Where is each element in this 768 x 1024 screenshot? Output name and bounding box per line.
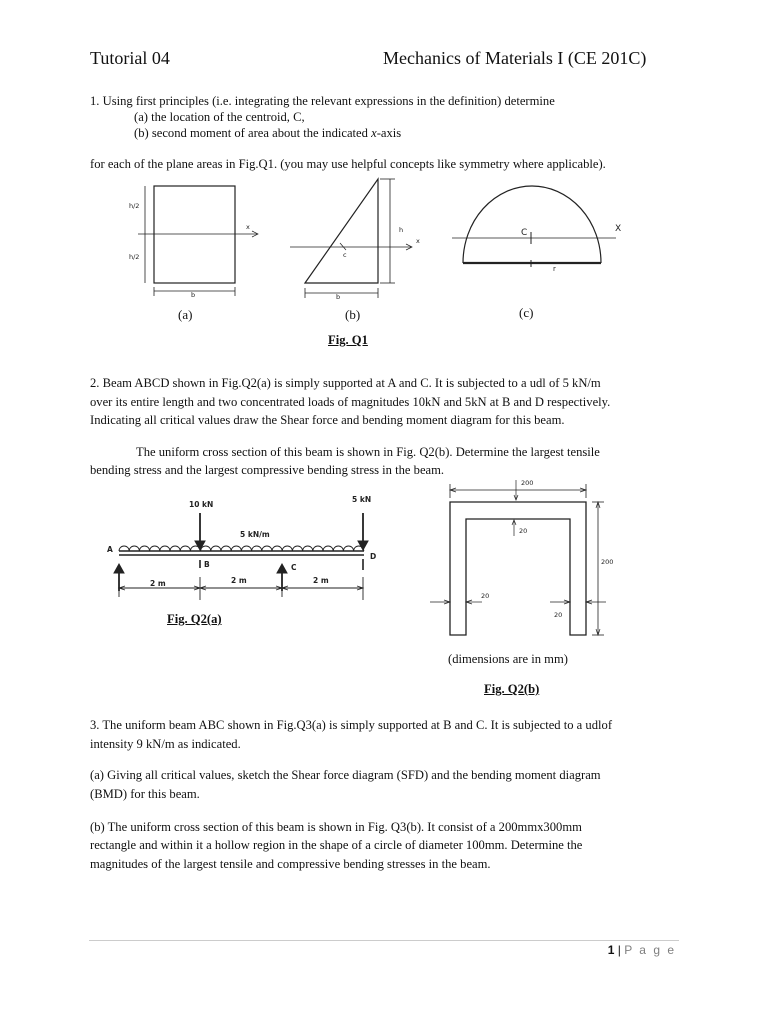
section-flange-label: 20 [519, 527, 528, 535]
label-c-c: C [521, 228, 528, 238]
load-d-label: 5 kN [352, 495, 372, 504]
page-word: P a g e [624, 943, 676, 957]
fig-q1-a-label: (a) [178, 307, 193, 322]
section-width-label: 200 [521, 479, 534, 487]
fig-q2a-caption: Fig. Q2(a) [167, 612, 222, 626]
label-x-a: x [246, 223, 250, 231]
span-ab-label: 2 m [150, 579, 166, 588]
q1-line3: (b) second moment of area about the indicated x-axis [134, 126, 402, 140]
label-x-b: x [416, 237, 420, 245]
load-b-label: 10 kN [189, 500, 214, 509]
fig-q1-b-label: (b) [345, 307, 361, 322]
q3-b-line2: rectangle and within it a hollow region in the shape of a circle of diameter 100mm. Determine the [90, 838, 583, 852]
q3-a-line2: (BMD) for this beam. [90, 787, 200, 801]
label-r: r [553, 265, 556, 273]
q3-b-line1: (b) The uniform cross section of this beam is shown in Fig. Q3(b). It consist of a 200mmx300mm [90, 820, 582, 834]
q3-line2: intensity 9 kN/m as indicated. [90, 737, 241, 751]
udl-label: 5 kN/m [240, 530, 270, 539]
q2-p2-line1: The uniform cross section of this beam is shown in Fig. Q2(b). Determine the largest tensile [136, 445, 600, 459]
label-b-b: b [336, 293, 341, 301]
label-h2-top: h/2 [129, 202, 140, 210]
dims-note: (dimensions are in mm) [448, 652, 568, 666]
q2-p1-line1: 2. Beam ABCD shown in Fig.Q2(a) is simply supported at A and C. It is subjected to a udl of 5 kN/m [90, 376, 601, 390]
label-c-b: c [343, 251, 347, 259]
q1-line2: (a) the location of the centroid, C, [134, 110, 305, 124]
node-c-label: C [291, 563, 297, 572]
q2-p1-line3: Indicating all critical values draw the Shear force and bending moment diagram for this beam. [90, 413, 565, 427]
q3-line1: 3. The uniform beam ABC shown in Fig.Q3(a) is simply supported at B and C. It is subjected to a udlof [90, 718, 613, 732]
header-left: Tutorial 04 [90, 48, 170, 68]
q3-b-line3: magnitudes of the largest tensile and compressive bending stresses in the beam. [90, 857, 491, 871]
page-footer [608, 943, 676, 957]
header-right: Mechanics of Materials I (CE 201C) [383, 48, 647, 68]
page-separator: | [614, 943, 625, 957]
node-d-label: D [370, 552, 377, 561]
label-b-a: b [191, 291, 196, 299]
fig-q2b-caption: Fig. Q2(b) [484, 682, 540, 696]
fig-q1-c-label: (c) [519, 305, 534, 320]
footer-divider [89, 940, 679, 941]
label-h: h [399, 226, 404, 234]
q1-line1: 1. Using first principles (i.e. integrating the relevant expressions in the definition) determine [90, 94, 555, 108]
node-a-label: A [107, 545, 113, 554]
section-height-label: 200 [601, 558, 614, 566]
q3-a-line1: (a) Giving all critical values, sketch the Shear force diagram (SFD) and the bending moment diagram [90, 768, 601, 782]
fig-q1-caption: Fig. Q1 [328, 333, 368, 347]
q2-p2-line2: bending stress and the largest compressive bending stress in the beam. [90, 463, 445, 477]
q2-p1-line2: over its entire length and two concentrated loads of magnitudes 10kN and 5kN at B and D respectively. [90, 395, 611, 409]
span-cd-label: 2 m [313, 576, 329, 585]
q1-line4: for each of the plane areas in Fig.Q1. (you may use helpful concepts like symmetry where applicable). [90, 157, 606, 171]
label-x-c: X [615, 224, 622, 234]
node-b-label: B [204, 560, 210, 569]
span-bc-label: 2 m [231, 576, 247, 585]
page-number: 1 [607, 943, 615, 957]
section-web-right-label: 20 [554, 611, 563, 619]
section-web-left-label: 20 [481, 592, 490, 600]
label-h2-bottom: h/2 [129, 253, 140, 261]
